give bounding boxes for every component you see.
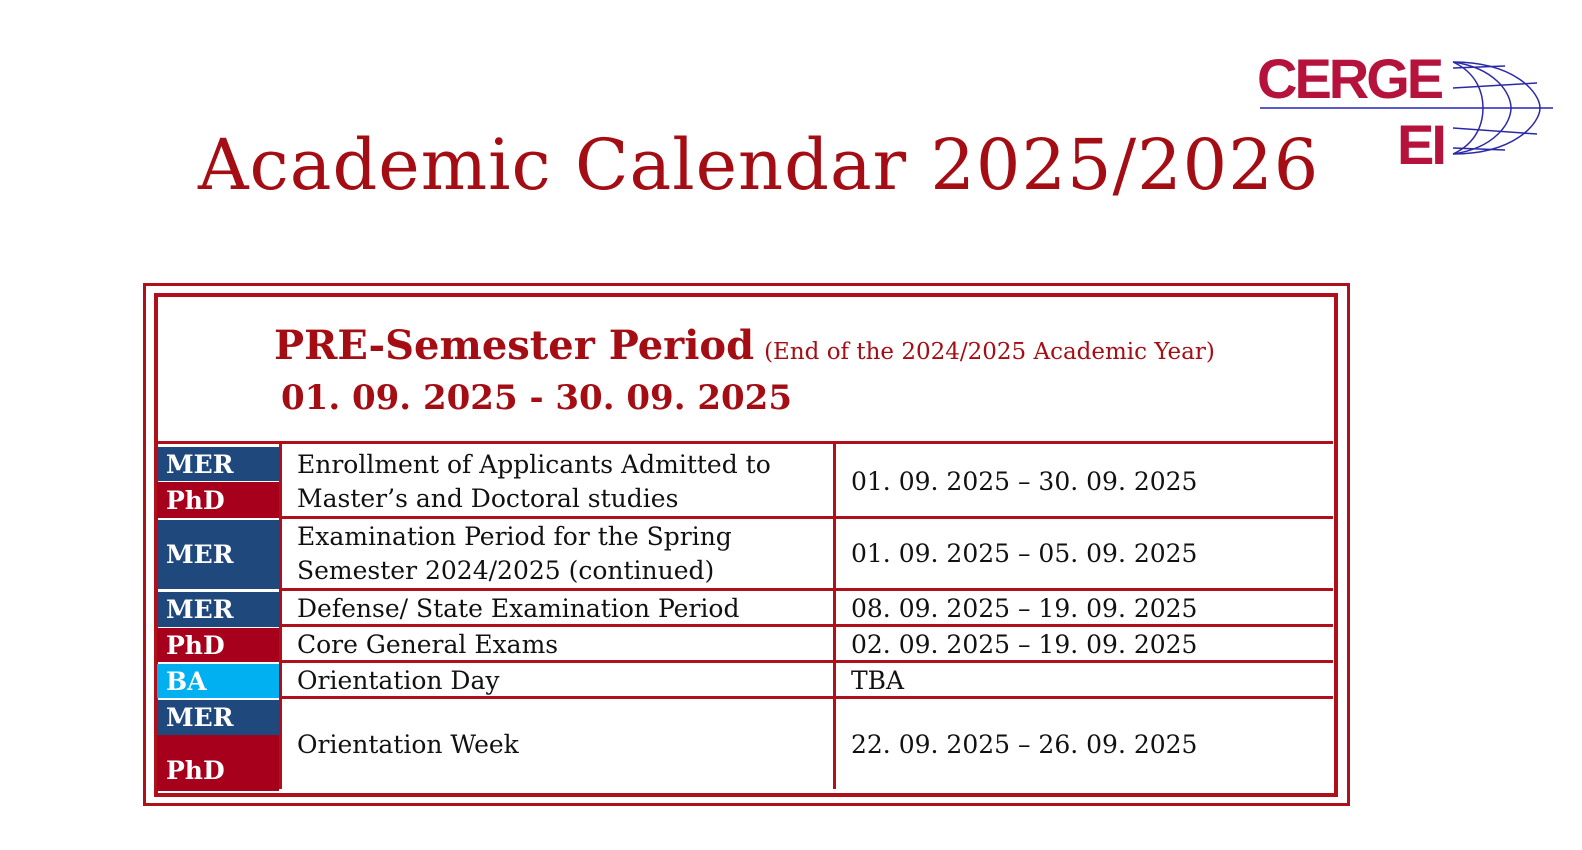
event-description: Core General Exams	[297, 629, 559, 659]
event-description: Orientation Day	[297, 665, 500, 695]
tag-phd: PhD	[157, 482, 279, 518]
tag-phd: PhD	[157, 628, 279, 662]
tag-mer: MER	[157, 592, 279, 627]
event-dates: 01. 09. 2025 – 30. 09. 2025	[851, 467, 1198, 496]
section-title: PRE-Semester Period	[274, 322, 755, 369]
page-title: Academic Calendar 2025/2026	[198, 124, 1320, 206]
event-dates: 01. 09. 2025 – 05. 09. 2025	[851, 539, 1198, 568]
svg-text:CERGE: CERGE	[1257, 48, 1442, 110]
tag-mer: MER	[157, 700, 279, 735]
event-description: Examination Period for the Spring Semester 2024/2025 (continued)	[297, 522, 732, 585]
tag-ba: BA	[157, 664, 279, 698]
tag-phd: PhD	[157, 735, 279, 791]
event-dates: 08. 09. 2025 – 19. 09. 2025	[851, 593, 1198, 623]
cerge-ei-logo	[1255, 48, 1555, 173]
event-description: Orientation Week	[297, 730, 519, 759]
event-dates: 02. 09. 2025 – 19. 09. 2025	[851, 629, 1198, 659]
event-description: Defense/ State Examination Period	[297, 593, 740, 623]
tag-mer: MER	[157, 520, 279, 589]
divider	[279, 444, 282, 789]
section-heading	[274, 322, 1215, 369]
divider	[833, 444, 836, 789]
event-description: Enrollment of Applicants Admitted to Master’s and Doctoral studies	[297, 450, 771, 513]
divider	[281, 516, 1333, 519]
event-dates: TBA	[851, 665, 905, 695]
tag-mer: MER	[157, 447, 279, 481]
section-subtitle: (End of the 2024/2025 Academic Year)	[764, 339, 1215, 365]
divider	[157, 441, 1333, 444]
section-date-range: 01. 09. 2025 - 30. 09. 2025	[281, 378, 792, 418]
event-dates: 22. 09. 2025 – 26. 09. 2025	[851, 730, 1198, 759]
svg-text:EI: EI	[1397, 113, 1444, 173]
